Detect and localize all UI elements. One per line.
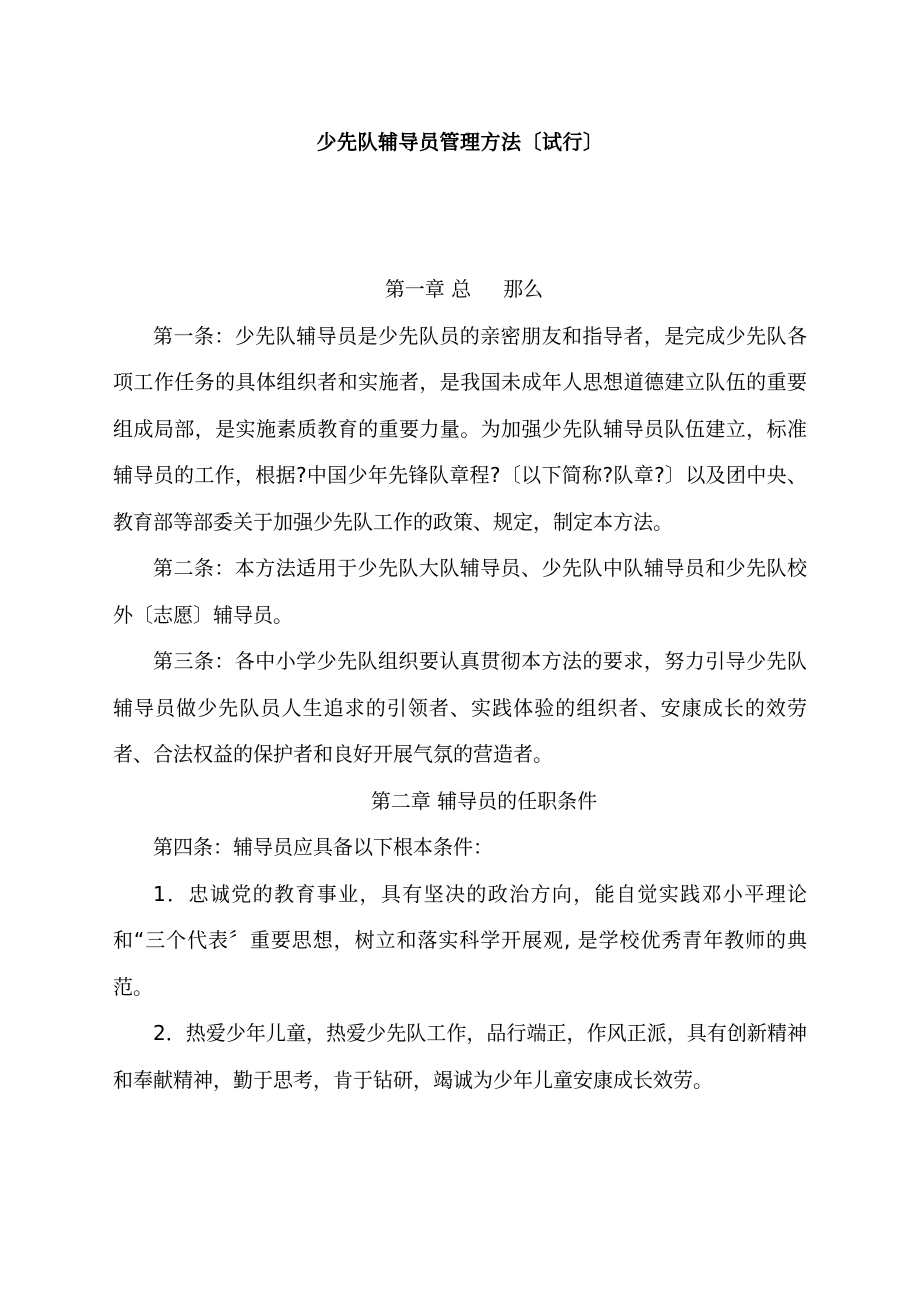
document-title: 少先队辅导员管理方法〔试行〕	[316, 130, 604, 154]
chapter-1-heading	[113, 266, 807, 313]
chapter-1-heading-part2: 那么	[503, 277, 544, 301]
article-2: 第二条：本方法适用于少先队大队辅导员、少先队中队辅导员和少先队校外〔志愿〕辅导员。	[113, 556, 807, 627]
article-4-item-1: 1．忠诚党的教育事业，具有坚决的政治方向，能自觉实践邓小平理论和“三个代表〞重要思想，树立和落实科学开展观, 是学校优秀青年教师的典范。	[113, 881, 807, 999]
article-4-item-2: 2．热爱少年儿童，热爱少先队工作，品行端正，作风正派，具有创新精神和奉献精神，勤于思考，肯于钻研，竭诚为少年儿童安康成长效劳。	[113, 1021, 807, 1092]
article-4: 第四条：辅导员应具备以下根本条件：	[153, 835, 493, 859]
document-body	[113, 266, 807, 1103]
article-1: 第一条：少先队辅导员是少先队员的亲密朋友和指导者，是完成少先队各项工作任务的具体组织者和实施者，是我国未成年人思想道德建立队伍的重要组成局部，是实施素质教育的重要力量。为加强少先队辅导员队伍建立，标准辅导员的工作，根据?中国少年先锋队章程?〔以下简称?队章?〕以及团中央、教育部等部委关于加强少先队工作的政策、规定，制定本方法。	[113, 323, 807, 534]
chapter-2-heading: 第二章 辅导员的任职条件	[370, 788, 598, 813]
chapter-1-heading-part1: 第一章 总	[384, 277, 472, 301]
article-3: 第三条：各中小学少先队组织要认真贯彻本方法的要求，努力引导少先队辅导员做少先队员人生追求的引领者、实践体验的组织者、安康成长的效劳者、合法权益的保护者和良好开展气氛的营造者。	[113, 649, 807, 766]
